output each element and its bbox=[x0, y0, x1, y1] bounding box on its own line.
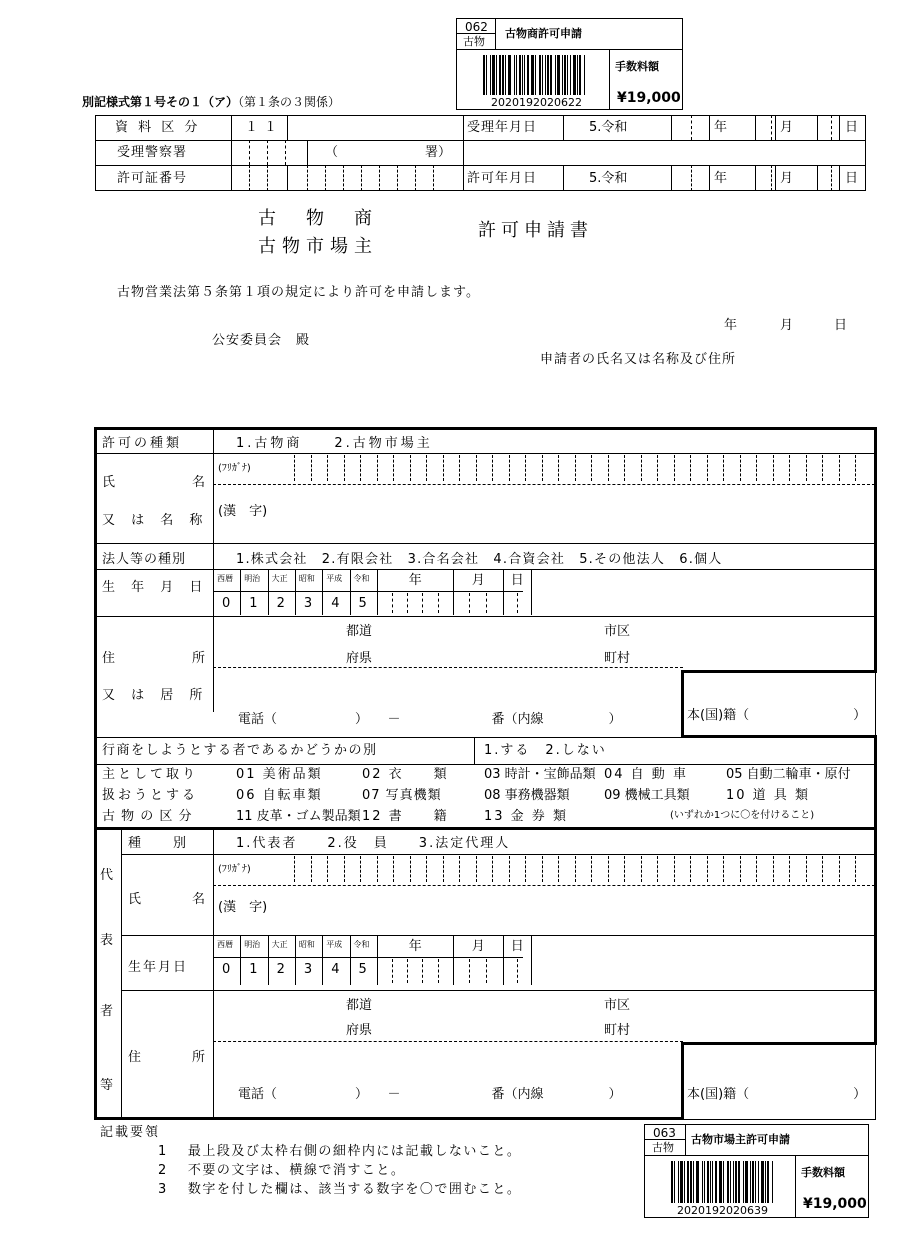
juri-era: 5.令和 bbox=[589, 120, 628, 135]
honseki[interactable]: 本(国)籍（ ） bbox=[687, 708, 867, 723]
barcode-number: 2020192020622 bbox=[491, 96, 582, 109]
permit-date-label: 許可年月日 bbox=[467, 171, 538, 186]
barcode-bar bbox=[584, 55, 585, 95]
goods-12[interactable]: 12 書 籍 bbox=[362, 809, 449, 824]
fee-stamp-bottom bbox=[644, 1124, 869, 1218]
permit-year: 年 bbox=[714, 171, 728, 186]
birth-grid[interactable] bbox=[213, 569, 525, 615]
date-month: 月 bbox=[780, 318, 794, 333]
rep-kanji-field[interactable] bbox=[294, 886, 874, 933]
permit-day: 日 bbox=[845, 171, 859, 186]
barcode-bar bbox=[745, 1161, 748, 1203]
kanji-label: (漢 字) bbox=[218, 504, 268, 519]
stamp-fee-label: 手数料額 bbox=[615, 60, 659, 73]
birth-unit-d: 日 bbox=[510, 939, 524, 954]
barcode-bar bbox=[727, 1161, 729, 1203]
rep-birth-label: 生年月日 bbox=[128, 960, 189, 975]
barcode-bar bbox=[496, 55, 497, 95]
gyo-label: 行商をしようとする者であるかどうかの別 bbox=[102, 743, 378, 758]
barcode-bar bbox=[687, 1161, 689, 1203]
goods-03[interactable]: 03 時計・宝飾品類 bbox=[484, 767, 596, 782]
goods-05[interactable]: 05 自動二輪車・原付 bbox=[726, 767, 851, 782]
barcode-bar bbox=[767, 1161, 769, 1203]
stamp-fee: ¥19,000 bbox=[617, 90, 681, 106]
fuken: 府県 bbox=[346, 651, 373, 666]
barcode-bar bbox=[750, 1161, 751, 1203]
barcode-bar bbox=[573, 55, 576, 95]
goods-note: (いずれか1つに〇を付けること) bbox=[670, 810, 815, 821]
barcode-bar bbox=[738, 1161, 740, 1203]
barcode-bar bbox=[693, 1161, 694, 1203]
era-label: 西暦 bbox=[217, 940, 233, 949]
barcode-bar bbox=[567, 55, 568, 95]
sho-close: 署） bbox=[425, 145, 452, 160]
permit-month: 月 bbox=[780, 171, 794, 186]
barcode-bar bbox=[707, 1161, 709, 1203]
era-label: 昭和 bbox=[298, 574, 315, 583]
stamp-fee-label: 手数料額 bbox=[801, 1166, 845, 1179]
barcode-bar bbox=[755, 1161, 756, 1203]
barcode-bar bbox=[577, 55, 578, 95]
juri-year: 年 bbox=[714, 120, 728, 135]
barcode-bar bbox=[524, 55, 525, 95]
page-title: 許可申請書 bbox=[478, 220, 593, 241]
goods-08[interactable]: 08 事務機器類 bbox=[484, 788, 570, 803]
barcode-bar bbox=[535, 55, 536, 95]
rep-chouson: 町村 bbox=[604, 1023, 631, 1038]
addr-label-3: 又 は 居 所 bbox=[102, 688, 209, 703]
goods-label-2: 扱おうとする bbox=[102, 788, 199, 803]
note-2: 2 不要の文字は、横線で消すこと。 bbox=[158, 1163, 406, 1178]
barcode-bar bbox=[539, 55, 541, 95]
goods-label-1: 主として取り bbox=[102, 767, 199, 782]
goods-06[interactable]: 06 自転車類 bbox=[236, 788, 323, 803]
barcode-bar bbox=[772, 1161, 773, 1203]
goods-01[interactable]: 01 美術品類 bbox=[236, 767, 323, 782]
goods-02[interactable]: 02 衣 類 bbox=[362, 767, 449, 782]
birth-unit-y: 年 bbox=[408, 573, 422, 588]
juri-day: 日 bbox=[845, 120, 859, 135]
birth-unit-y: 年 bbox=[408, 939, 422, 954]
name-label-3: 又 は 名 称 bbox=[102, 513, 209, 528]
barcode-bar bbox=[527, 55, 529, 95]
era-number[interactable]: 4 bbox=[331, 962, 340, 977]
stamp-code: 062 bbox=[465, 20, 488, 34]
rep-name-label-2: 名 bbox=[192, 892, 206, 907]
barcode-bar bbox=[562, 55, 563, 95]
juri-date-label: 受理年月日 bbox=[467, 120, 538, 135]
barcode-bar bbox=[531, 55, 534, 95]
office-use-table bbox=[95, 115, 866, 191]
barcode-bar bbox=[564, 55, 566, 95]
era-label: 平成 bbox=[326, 940, 343, 949]
barcode-bar bbox=[752, 1161, 754, 1203]
furigana-label: (ﾌﾘｶﾞﾅ) bbox=[218, 463, 251, 474]
era-label: 西暦 bbox=[217, 574, 233, 583]
birth-unit-d: 日 bbox=[510, 573, 524, 588]
era-number[interactable]: 5 bbox=[358, 962, 367, 977]
era-number[interactable]: 2 bbox=[276, 596, 285, 611]
goods-04[interactable]: 04 自 動 車 bbox=[604, 767, 688, 782]
barcode-bar bbox=[680, 1161, 683, 1203]
intro-text: 古物営業法第５条第１項の規定により許可を申請します。 bbox=[117, 285, 480, 300]
rep-addr-label-1: 住 bbox=[128, 1050, 142, 1065]
rep-type-label: 種 別 bbox=[128, 836, 189, 851]
shiryo-label: 資 料 区 分 bbox=[115, 120, 201, 135]
rep-fuken: 府県 bbox=[346, 1023, 373, 1038]
rep-furigana-field[interactable] bbox=[294, 854, 874, 884]
barcode-bar bbox=[492, 55, 495, 95]
note-1: 1 最上段及び太枠右側の細枠内には記載しないこと。 bbox=[158, 1144, 522, 1159]
barcode-bar bbox=[690, 1161, 692, 1203]
barcode-bar bbox=[735, 1161, 737, 1203]
barcode-bar bbox=[486, 55, 487, 95]
barcode-bar bbox=[542, 55, 543, 95]
addr-label-1: 住 bbox=[102, 651, 116, 666]
rep-side-3: 者 bbox=[100, 1004, 114, 1019]
era-label: 大正 bbox=[271, 574, 288, 583]
era-number[interactable]: 0 bbox=[222, 962, 231, 977]
stamp-title: 古物商許可申請 bbox=[505, 27, 582, 40]
barcode-bar bbox=[550, 55, 552, 95]
barcode-bar bbox=[522, 55, 523, 95]
chouson: 町村 bbox=[604, 651, 631, 666]
corp-label: 法人等の種別 bbox=[102, 552, 187, 567]
era-number[interactable]: 3 bbox=[303, 962, 313, 977]
barcode-bar bbox=[547, 55, 549, 95]
barcode-bar bbox=[508, 55, 511, 95]
goods-label-3: 古 物 の 区 分 bbox=[102, 809, 193, 824]
rep-name-label-1: 氏 bbox=[128, 892, 142, 907]
era-label: 昭和 bbox=[298, 940, 315, 949]
barcode-bar bbox=[684, 1161, 685, 1203]
rep-tel-line[interactable]: 電話（ ） － 番（内線 ） bbox=[238, 1087, 622, 1102]
shiryo-value: １１ bbox=[245, 120, 284, 135]
furigana-field[interactable] bbox=[294, 453, 874, 483]
name-label-1: 氏 bbox=[102, 475, 116, 490]
tel-line[interactable]: 電話（ ） － 番（内線 ） bbox=[238, 712, 622, 727]
birth-unit-m: 月 bbox=[471, 939, 485, 954]
corp-options[interactable]: 1.株式会社 2.有限会社 3.合名会社 4.合資会社 5.その他法人 6.個人 bbox=[236, 552, 723, 567]
barcode bbox=[671, 1161, 775, 1203]
rep-todo: 都道 bbox=[346, 998, 373, 1013]
goods-07[interactable]: 07 写真機類 bbox=[362, 788, 442, 803]
barcode-bar bbox=[519, 55, 521, 95]
kind-options[interactable]: 1.古物商 2.古物市場主 bbox=[236, 436, 433, 451]
era-label: 大正 bbox=[271, 940, 288, 949]
era-number[interactable]: 2 bbox=[276, 962, 285, 977]
goods-11[interactable]: 11 皮革・ゴム製品類 bbox=[236, 809, 361, 824]
stamp-title: 古物市場主許可申請 bbox=[691, 1133, 790, 1146]
barcode-bar bbox=[678, 1161, 679, 1203]
barcode-bar bbox=[696, 1161, 699, 1203]
barcode-bar bbox=[743, 1161, 744, 1203]
rep-side-2: 表 bbox=[100, 933, 114, 948]
era-number[interactable]: 1 bbox=[249, 596, 258, 611]
fee-stamp-top bbox=[456, 18, 683, 110]
stamp-fee: ¥19,000 bbox=[803, 1196, 867, 1212]
era-number[interactable]: 0 bbox=[222, 596, 231, 611]
kanji-field[interactable] bbox=[294, 485, 874, 541]
barcode-number: 2020192020639 bbox=[677, 1204, 768, 1217]
barcode-bar bbox=[514, 55, 515, 95]
barcode-bar bbox=[505, 55, 506, 95]
rep-shiku: 市区 bbox=[604, 998, 631, 1013]
era-label: 明治 bbox=[244, 940, 261, 949]
barcode-bar bbox=[730, 1161, 731, 1203]
juri-month: 月 bbox=[780, 120, 794, 135]
title-line2: 古物市場主 bbox=[258, 236, 378, 257]
barcode-bar bbox=[674, 1161, 675, 1203]
barcode bbox=[483, 55, 587, 95]
goods-10[interactable]: 10 道 具 類 bbox=[726, 788, 810, 803]
era-label: 平成 bbox=[326, 574, 343, 583]
addr-label-2: 所 bbox=[192, 651, 206, 666]
era-label: 令和 bbox=[353, 574, 370, 583]
note-3: 3 数字を付した欄は、該当する数字を〇で囲むこと。 bbox=[158, 1182, 522, 1197]
era-number[interactable]: 1 bbox=[249, 962, 258, 977]
name-label-2: 名 bbox=[192, 475, 206, 490]
barcode-bar bbox=[702, 1161, 703, 1203]
barcode-bar bbox=[715, 1161, 717, 1203]
barcode-bar bbox=[723, 1161, 724, 1203]
rep-side-1: 代 bbox=[100, 868, 114, 883]
gyo-options[interactable]: 1.する 2.しない bbox=[484, 743, 607, 758]
barcode-bar bbox=[483, 55, 485, 95]
barcode-bar bbox=[710, 1161, 711, 1203]
goods-13[interactable]: 13 金 券 類 bbox=[484, 809, 568, 824]
era-number[interactable]: 5 bbox=[358, 596, 367, 611]
barcode-bar bbox=[555, 55, 556, 95]
form-reference: 別記様式第１号その１（ア）（第１条の３関係） bbox=[82, 95, 341, 109]
rep-honseki[interactable]: 本(国)籍（ ） bbox=[687, 1087, 867, 1102]
todo: 都道 bbox=[346, 624, 373, 639]
title-line1: 古 物 商 bbox=[258, 208, 378, 229]
stamp-kind: 古物 bbox=[652, 1141, 674, 1154]
barcode-bar bbox=[671, 1161, 673, 1203]
addressee: 公安委員会 殿 bbox=[212, 333, 311, 348]
permit-no-label: 許可証番号 bbox=[117, 171, 188, 186]
rep-furigana: (ﾌﾘｶﾞﾅ) bbox=[218, 864, 251, 875]
barcode-bar bbox=[733, 1161, 734, 1203]
era-label: 令和 bbox=[353, 940, 370, 949]
rep-kanji: (漢 字) bbox=[218, 900, 268, 915]
barcode-bar bbox=[719, 1161, 722, 1203]
barcode-bar bbox=[712, 1161, 713, 1203]
rep-addr-label-2: 所 bbox=[192, 1050, 206, 1065]
goods-09[interactable]: 09 機械工具類 bbox=[604, 788, 690, 803]
birth-unit-m: 月 bbox=[471, 573, 485, 588]
barcode-bar bbox=[499, 55, 501, 95]
era-number[interactable]: 4 bbox=[331, 596, 340, 611]
barcode-bar bbox=[704, 1161, 705, 1203]
date-year: 年 bbox=[724, 318, 738, 333]
stamp-kind: 古物 bbox=[463, 35, 485, 48]
notes-heading: 記載要領 bbox=[100, 1125, 161, 1140]
birth-label: 生 年 月 日 bbox=[102, 580, 209, 595]
barcode-bar bbox=[502, 55, 504, 95]
barcode-bar bbox=[758, 1161, 759, 1203]
era-number[interactable]: 3 bbox=[303, 596, 313, 611]
shiku: 市区 bbox=[604, 624, 631, 639]
rep-birth-grid[interactable] bbox=[213, 935, 525, 985]
barcode-bar bbox=[557, 55, 560, 95]
barcode-bar bbox=[545, 55, 546, 95]
barcode-bar bbox=[765, 1161, 766, 1203]
sho-open: （ bbox=[325, 145, 339, 160]
permit-era: 5.令和 bbox=[589, 171, 628, 186]
barcode-bar bbox=[516, 55, 517, 95]
juri-police-label: 受理警察署 bbox=[117, 145, 188, 160]
kind-label: 許可の種類 bbox=[102, 436, 183, 451]
applicant-label: 申請者の氏名又は名称及び住所 bbox=[540, 352, 737, 367]
rep-type-options[interactable]: 1.代表者 2.役 員 3.法定代理人 bbox=[236, 836, 511, 851]
barcode-bar bbox=[761, 1161, 764, 1203]
rep-side-4: 等 bbox=[100, 1078, 114, 1093]
date-day: 日 bbox=[834, 318, 848, 333]
barcode-bar bbox=[579, 55, 581, 95]
era-label: 明治 bbox=[244, 574, 261, 583]
stamp-code: 063 bbox=[653, 1126, 676, 1140]
main-table bbox=[94, 427, 877, 1120]
barcode-bar bbox=[490, 55, 491, 95]
barcode-bar bbox=[570, 55, 571, 95]
